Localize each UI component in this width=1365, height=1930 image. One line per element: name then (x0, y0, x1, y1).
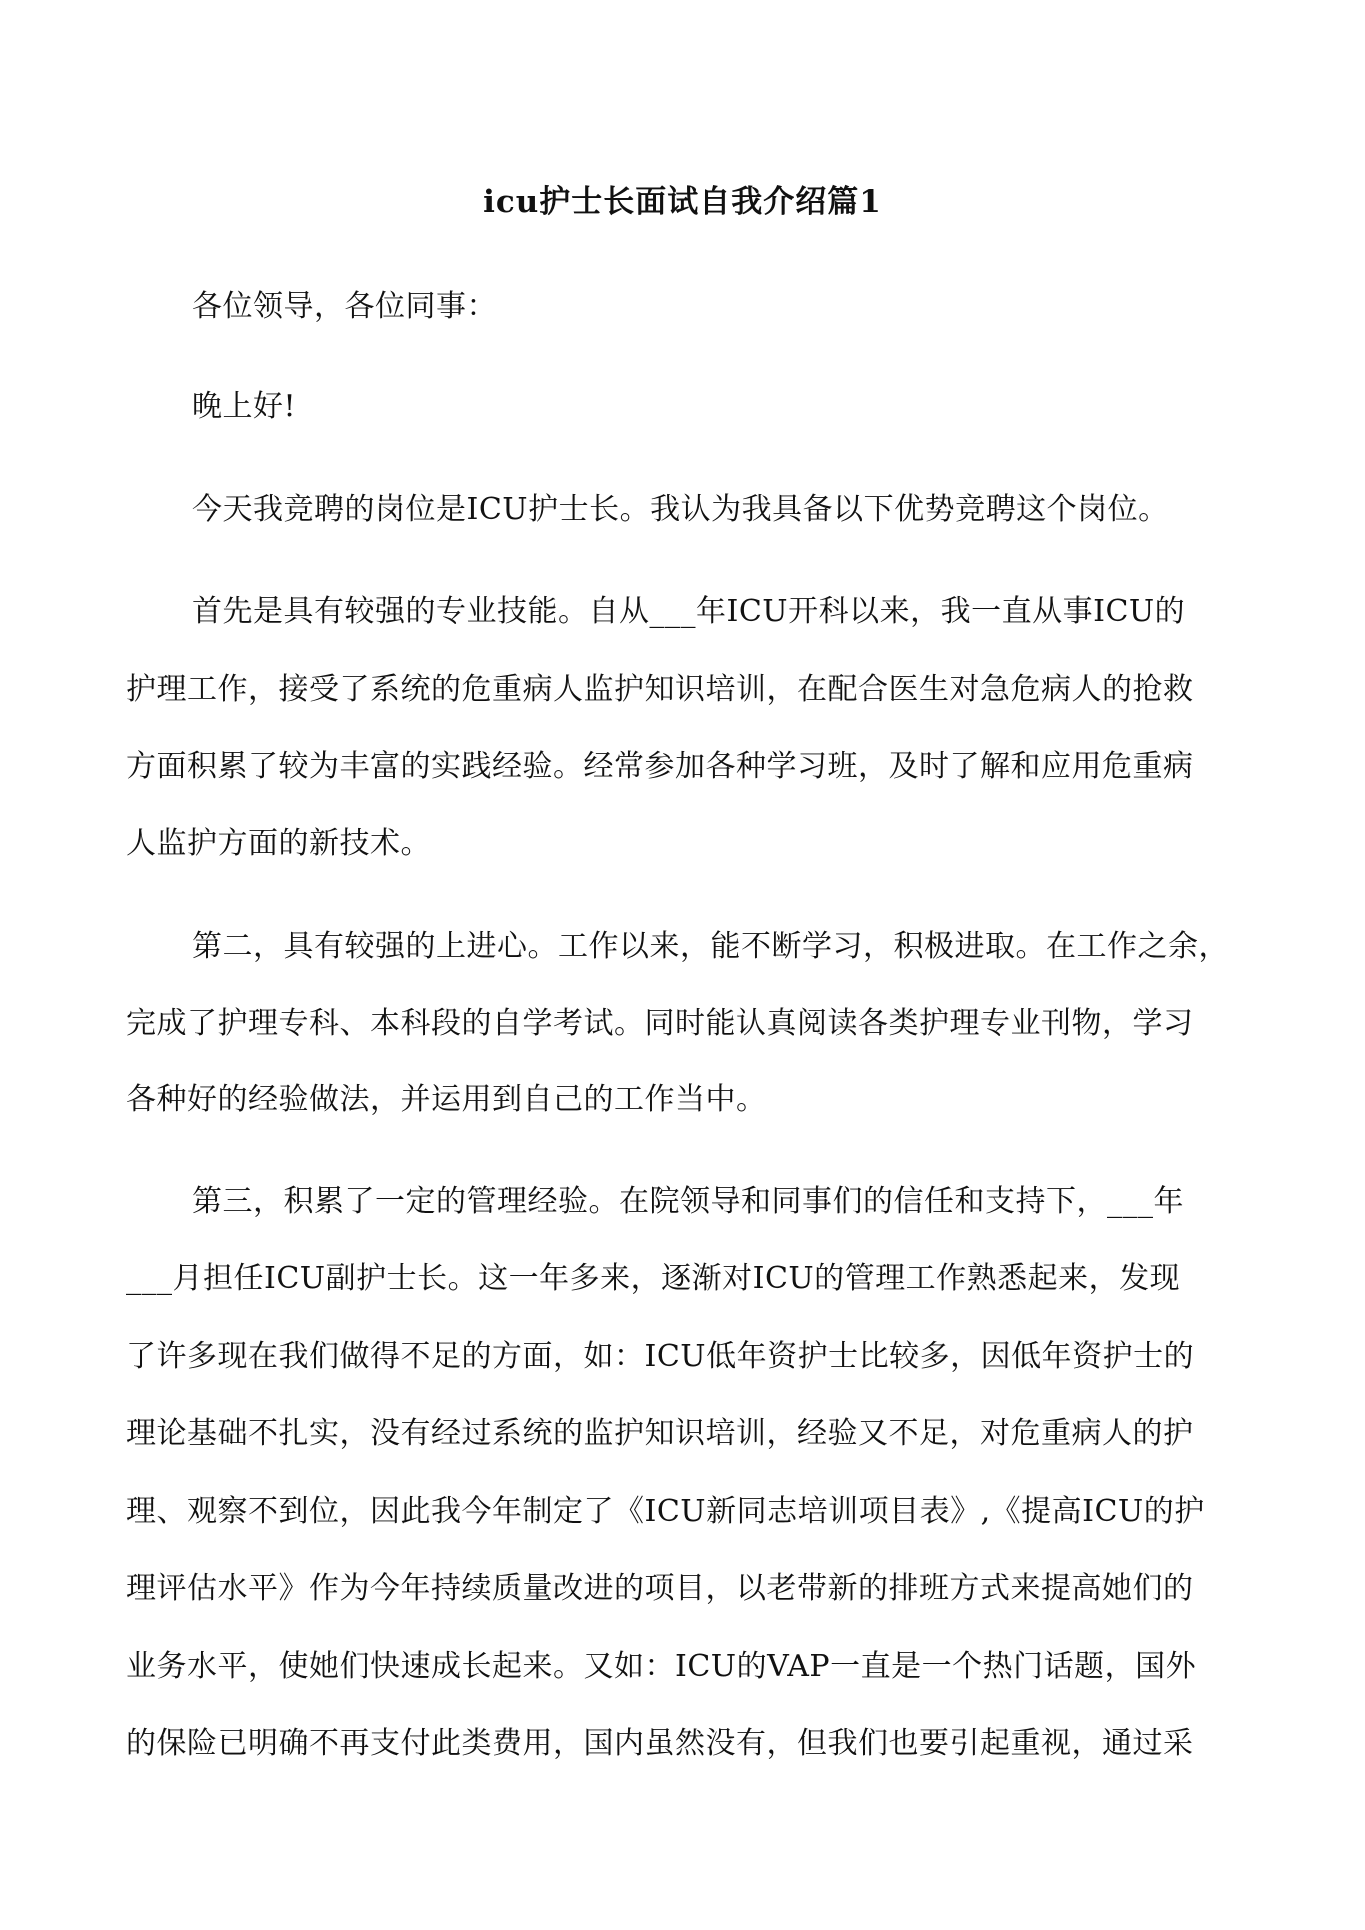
paragraph-1-line-4: 人监护方面的新技术。 (126, 826, 431, 861)
paragraph-3-line-4: 理论基础不扎实，没有经过系统的监护知识培训，经验又不足，对危重病人的护 (126, 1416, 1194, 1451)
paragraph-3-line-5: 理、观察不到位，因此我今年制定了《ICU新同志培训项目表》,《提高ICU的护 (126, 1494, 1205, 1529)
paragraph-3-line-8: 的保险已明确不再支付此类费用，国内虽然没有，但我们也要引起重视，通过采 (126, 1726, 1194, 1761)
paragraph-intro-line: 今天我竞聘的岗位是ICU护士长。我认为我具备以下优势竞聘这个岗位。 (192, 492, 1169, 527)
salutation-line: 晚上好! (192, 389, 297, 424)
paragraph-3-line-2: ___月担任ICU副护士长。这一年多来，逐渐对ICU的管理工作熟悉起来，发现 (126, 1261, 1181, 1296)
paragraph-3-line-7: 业务水平，使她们快速成长起来。又如：ICU的VAP一直是一个热门话题，国外 (126, 1649, 1197, 1684)
document-title: icu护士长面试自我介绍篇1 (483, 184, 882, 220)
paragraph-3-line-1: 第三，积累了一定的管理经验。在院领导和同事们的信任和支持下，___年 (192, 1184, 1184, 1219)
paragraph-2-line-1: 第二，具有较强的上进心。工作以来，能不断学习，积极进取。在工作之余， (192, 929, 1229, 964)
paragraph-2-line-2: 完成了护理专科、本科段的自学考试。同时能认真阅读各类护理专业刊物，学习 (126, 1006, 1194, 1041)
paragraph-1-line-3: 方面积累了较为丰富的实践经验。经常参加各种学习班，及时了解和应用危重病 (126, 749, 1194, 784)
paragraph-2-line-3: 各种好的经验做法，并运用到自己的工作当中。 (126, 1082, 767, 1117)
paragraph-1-line-1: 首先是具有较强的专业技能。自从___年ICU开科以来，我一直从事ICU的 (192, 594, 1186, 629)
paragraph-1-line-2: 护理工作，接受了系统的危重病人监护知识培训，在配合医生对急危病人的抢救 (126, 672, 1194, 707)
paragraph-3-line-6: 理评估水平》作为今年持续质量改进的项目，以老带新的排班方式来提高她们的 (126, 1571, 1194, 1606)
paragraph-3-line-3: 了许多现在我们做得不足的方面，如：ICU低年资护士比较多，因低年资护士的 (126, 1339, 1195, 1374)
greeting-line: 各位领导，各位同事： (192, 289, 497, 324)
